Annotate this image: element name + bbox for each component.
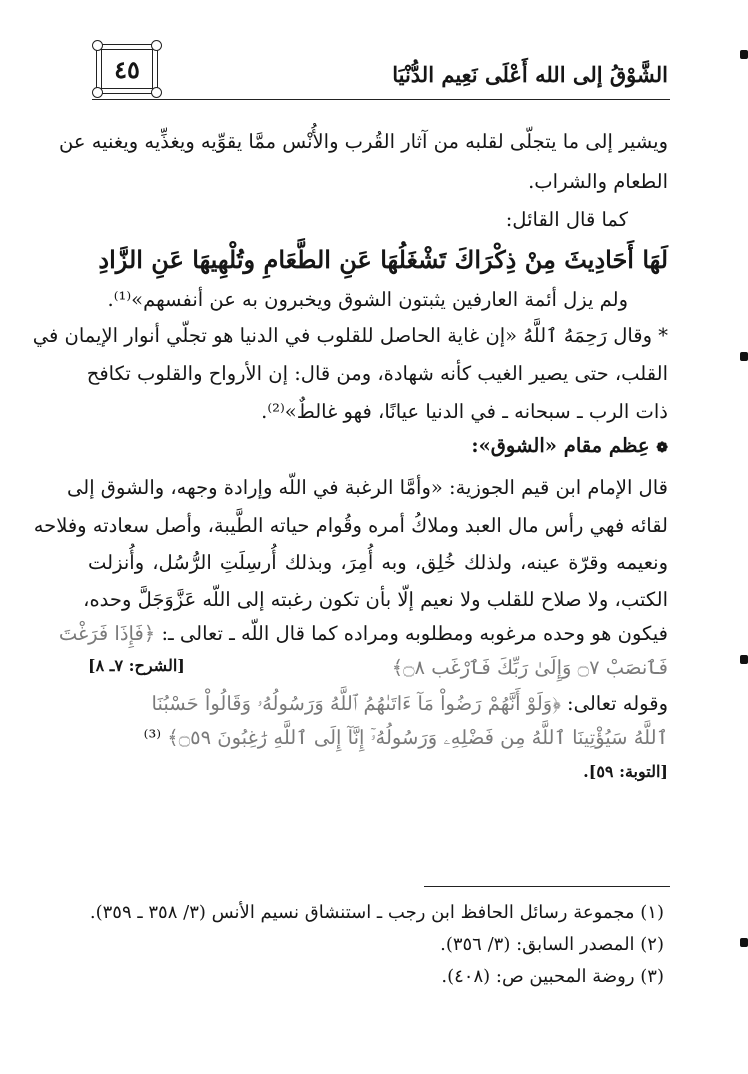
section-heading bbox=[471, 436, 668, 456]
body-line-6: * وقال رَحِمَهُ ٱللَّهُ «إن غاية الحاصل للقلوب في الدنيا هو تجلّي أنوار الإيمان في bbox=[32, 324, 668, 347]
quran-quote-continued: ٱللَّهُ سَيُؤْتِينَا ٱللَّهُ مِن فَضْلِهِۦ وَرَسُولُهُۥٓ إِنَّآ إِلَى ٱللَّهِ رَٰغِبُونَ ۝٥٩﴾ bbox=[167, 726, 668, 749]
frame-corner-ornament bbox=[151, 87, 162, 98]
body-line-17 bbox=[144, 728, 668, 748]
header-rule bbox=[92, 99, 670, 100]
body-line-14 bbox=[59, 624, 668, 644]
page-number-frame bbox=[96, 44, 158, 94]
body-line-3: كما قال القائل: bbox=[505, 208, 628, 231]
body-line-14-text: فيكون هو وحده مرغوبه ومطلوبه ومراده كما قال اللّه ـ تعالى ـ: bbox=[161, 622, 668, 645]
body-line-16 bbox=[152, 694, 668, 714]
quran-quote-continued: فَٱنصَبْ ۝٧ وَإِلَىٰ رَبِّكَ فَٱرْغَب ۝٨﴾ bbox=[391, 656, 668, 679]
scan-edge-mark bbox=[740, 938, 748, 947]
footnote-1: (١) مجموعة رسائل الحافظ ابن رجب ـ استنشاق نسيم الأنس (٣/ ٣٥٨ ـ ٣٥٩). bbox=[89, 902, 664, 923]
footnote-marker: ⁽³⁾ bbox=[143, 726, 162, 749]
body-line-1: ويشير إلى ما يتجلّى لقلبه من آثار القُرب والأُنْس ممَّا يقوِّيه ويغذِّيه ويغنيه عن bbox=[59, 130, 668, 153]
body-line-12: ونعيمه وقرّة عينه، ولذلك خُلِق، وبه أُمِرَ، وبذلك أُرسِلَتِ الرُّسُل، وأُنزلت bbox=[88, 551, 668, 574]
poem-verse: لَهَا أَحَادِيثَ مِنْ ذِكْرَاكَ تَشْغَلُهَا عَنِ الطَّعَامِ وتُلْهِيهَا عَنِ الزَّادِ bbox=[98, 245, 668, 274]
frame-corner-ornament bbox=[92, 40, 103, 51]
body-line-2: الطعام والشراب. bbox=[528, 170, 668, 193]
quran-reference: [الشرح: ٧ـ ٨] bbox=[88, 656, 185, 675]
frame-corner-ornament bbox=[151, 40, 162, 51]
body-line-7: القلب، حتى يصير الغيب كأنه شهادة، ومن قال: إن الأرواح والقلوب تكافح bbox=[86, 362, 668, 385]
scan-edge-mark bbox=[740, 352, 748, 361]
body-line-13: الكتب، ولا صلاح للقلب ولا نعيم إلّا بأن تكون رغبته إلى اللّه عَزَّوَجَلَّ وحده، bbox=[83, 588, 668, 611]
body-line-8: ذات الرب ـ سبحانه ـ في الدنيا عيانًا، فهو غالطٌ»⁽²⁾. bbox=[261, 400, 668, 423]
bullet-ornament-icon: ❁ bbox=[656, 440, 668, 456]
quran-quote: ﴿وَلَوْ أَنَّهُمْ رَضُواْ مَآ ءَاتَىٰهُمُ ٱللَّهُ وَرَسُولُهُۥ وَقَالُواْ حَسْبُنَا bbox=[151, 692, 561, 715]
footnote-rule bbox=[424, 886, 670, 887]
footnote-2: (٢) المصدر السابق: (٣/ ٣٥٦). bbox=[440, 934, 664, 955]
body-line-10: قال الإمام ابن قيم الجوزية: «وأمَّا الرغبة في اللّه وإرادة وجهه، والشوق إلى bbox=[67, 476, 668, 499]
quran-quote: ﴿فَإِذَا فَرَغْتَ bbox=[58, 622, 156, 645]
body-line-16-text: وقوله تعالى: bbox=[567, 692, 668, 715]
scan-edge-mark bbox=[740, 50, 748, 59]
footnote-3: (٣) روضة المحبين ص: (٤٠٨). bbox=[441, 966, 664, 987]
body-line-5: ولم يزل أئمة العارفين يثبتون الشوق ويخبرون به عن أنفسهم»⁽¹⁾. bbox=[107, 288, 628, 311]
scan-edge-mark bbox=[740, 655, 748, 664]
body-line-11: لقائه فهي رأس مال العبد وملاكُ أمره وقُوام حياته الطَّيبة، وأصل سعادته وفلاحه bbox=[33, 514, 668, 537]
section-heading-text: عِظم مقام «الشوق»: bbox=[471, 434, 650, 457]
quran-reference: [التوبة: ٥٩]. bbox=[583, 762, 668, 781]
frame-corner-ornament bbox=[92, 87, 103, 98]
page-number: ٤٥ bbox=[114, 55, 140, 84]
running-title: الشَّوْقُ إلى الله أَعْلَى نَعِيم الدُّنْيَا bbox=[392, 62, 668, 87]
